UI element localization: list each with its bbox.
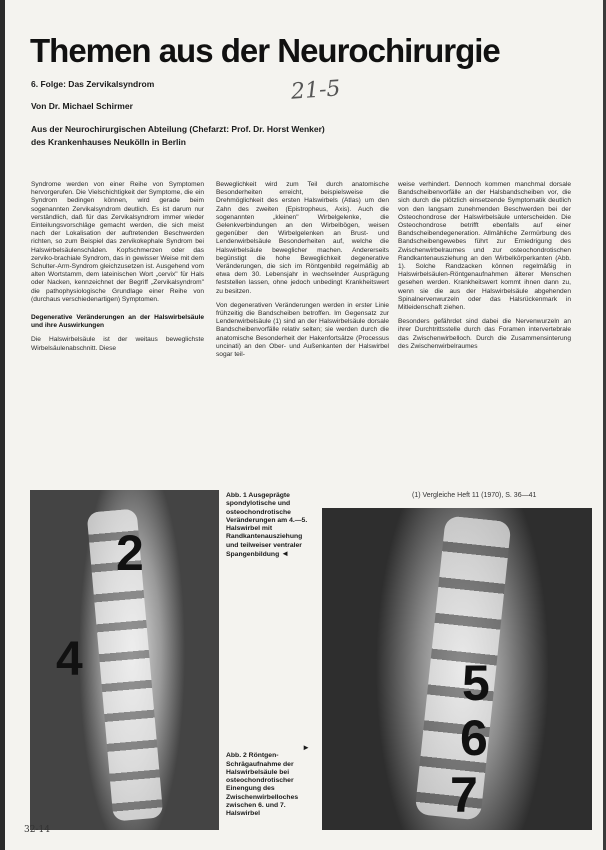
text-column-2: [216, 181, 389, 359]
paragraph: weise verhindert. Dennoch kommen manchmal dorsale Bandscheibenvorfälle an der Halsbandscheiben vor, die sich durch die plötzlich einsetzende Symptomatik deutlich von den langsam zunehmenden Beschwerden bei der Osteochondrose der Halswirbelsäule unterscheiden. Die Osteochondrose betrifft ebenfalls auf einer Bandscheibendegeneration. Allmähliche Zermürbung des Bandscheibengewebes führt zur Erniedrigung des Zwischenwirbelraumes und zur osteochondrotischen Randkantenausziehung an den Wirbelkörperkanten (Abb. 1). Solche Randzacken können regelmäßig in Halswirbelsäulen-Röntgenaufnahmen älterer Menschen gesehen werden. Krankheitswert kommt ihnen dann zu, wenn sie die aus der Halswirbelsäule abgehenden Spinalnervenwurzeln oder das Halsrückenmark in Mitleidenschaft ziehen.: [398, 181, 571, 312]
affiliation-line-2: des Krankenhauses Neukölln in Berlin: [31, 137, 186, 147]
vertebra-label: 4: [56, 633, 83, 686]
series-subtitle: 6. Folge: Das Zervikalsyndrom: [31, 79, 155, 89]
affiliation: [31, 123, 325, 149]
vertebra-label: 5: [462, 655, 490, 711]
arrow-left-icon: ◄: [281, 549, 290, 559]
handwritten-note: 21-5: [290, 76, 342, 105]
text-column-1: [31, 181, 204, 353]
vertebra-label: 7: [450, 767, 478, 823]
scan-edge-left: [0, 0, 5, 850]
arrow-right-icon: ►: [302, 743, 310, 752]
xray-image-1: [30, 490, 219, 830]
xray-image-2: [322, 508, 592, 830]
paragraph: Syndrome werden von einer Reihe von Symptomen hervorgerufen. Die Vielschichtigkeit der Symptome, die ein Syndrom bedingen können, wird gerade beim sogenannten Zervikalsyndrom deutlich. Es ist darum nur verständlich, daß für das Zervikalsyndrom immer wieder Einteilungsvorschläge gemacht werden, die sich meist nach der Lokalisation der auftretenden Beschwerden richten, so zum Beispiel das zervikokephale Syndrom bei Halswirbelsäulenschäden. Kopfschmerzen oder das zerviko-brachiale Syndrom, das in gewisser Weise mit dem Schulter-Arm-Syndrom gleichzusetzen ist. Ausgehend vom alten Wortstamm, dem lateinischen Wort „cervix" für Hals oder Nacken, kennzeichnet der Begriff „Zervikalsyndrom" die pathophysiologische Grundlage einer Reihe von (durchaus verschiedenartigen) Symptomen.: [31, 181, 204, 303]
vertebra-label: 6: [460, 710, 488, 766]
section-heading: Degenerative Veränderungen an der Halswirbelsäule und ihre Auswirkungen: [31, 314, 204, 330]
text-column-3: [398, 181, 571, 351]
figure-2-caption: [226, 744, 310, 819]
paragraph: Von degenerativen Veränderungen werden in erster Linie frühzeitig die Bandscheiben betroffen. Im Gegensatz zur Lendenwirbelsäule (1) sind an der Halswirbelsäule dorsale Bandscheibenvorfälle relativ selten; sie werden durch die anatomische Besonderheit der Hakenfortsätze (Processus uncinati) an den Ober- und Außenkanten der Halswirbel sogar teil-: [216, 301, 389, 359]
paragraph: Besonders gefährdet sind dabei die Nervenwurzeln an ihrer Durchtrittsstelle durch das Foramen intervertebrale das Zwischenwirbelloch. Durch die Zusammensinterung des Zwischenwirbelraumes: [398, 318, 571, 350]
page-number: 32-14: [24, 825, 50, 835]
affiliation-line-1: Aus der Neurochirurgischen Abteilung (Chefarzt: Prof. Dr. Horst Wenker): [31, 124, 325, 134]
vertebra-label: 2: [116, 525, 144, 581]
figure-1-caption: [226, 492, 310, 559]
paragraph: Beweglichkeit wird zum Teil durch anatomische Besonderheiten erreicht, beispielsweise die Drehmöglichkeit des ersten Halswirbels (Atlas) um den Zahn des zweiten (Epistropheus, Axis). Auch die sogenannten „kleinen" Wirbelgelenke, die Gelenkverbindungen an den Wirbelbögen, weisen gegenüber den Wirbelgelenken an Brust- und Lendenwirbelsäule Besonderheiten auf, welche die Halswirbelsäule beweglicher machen. Andererseits begünstigt die hohe Beweglichkeit degenerative Veränderungen, die sich im Röntgenbild regelmäßig ab etwa dem 30. Lebensjahr in wechselnder Ausprägung feststellen lassen, ohne jedoch unbedingt Krankheitswert zu besitzen.: [216, 181, 389, 295]
paragraph: Die Halswirbelsäule ist der weitaus beweglichste Wirbelsäulenabschnitt. Diese: [31, 336, 204, 352]
article-title: Themen aus der Neurochirurgie: [30, 32, 500, 69]
caption-text: Abb. 2 Röntgen-Schrägaufnahme der Halswirbelsäule bei osteochondrotischer Einengung des Zwischenwirbelloches zwischen 6. und 7. Halswirbel: [226, 752, 299, 818]
caption-text: Abb. 1 Ausgeprägte spondylotische und osteochondrotische Veränderungen am 4.—5. Halswirbel mit Randkantenausziehung und teilweiser ventraler Spangenbildung: [226, 492, 308, 559]
footnote: (1) Vergleiche Heft 11 (1970), S. 36—41: [412, 492, 537, 499]
author-line: Von Dr. Michael Schirmer: [31, 101, 133, 111]
